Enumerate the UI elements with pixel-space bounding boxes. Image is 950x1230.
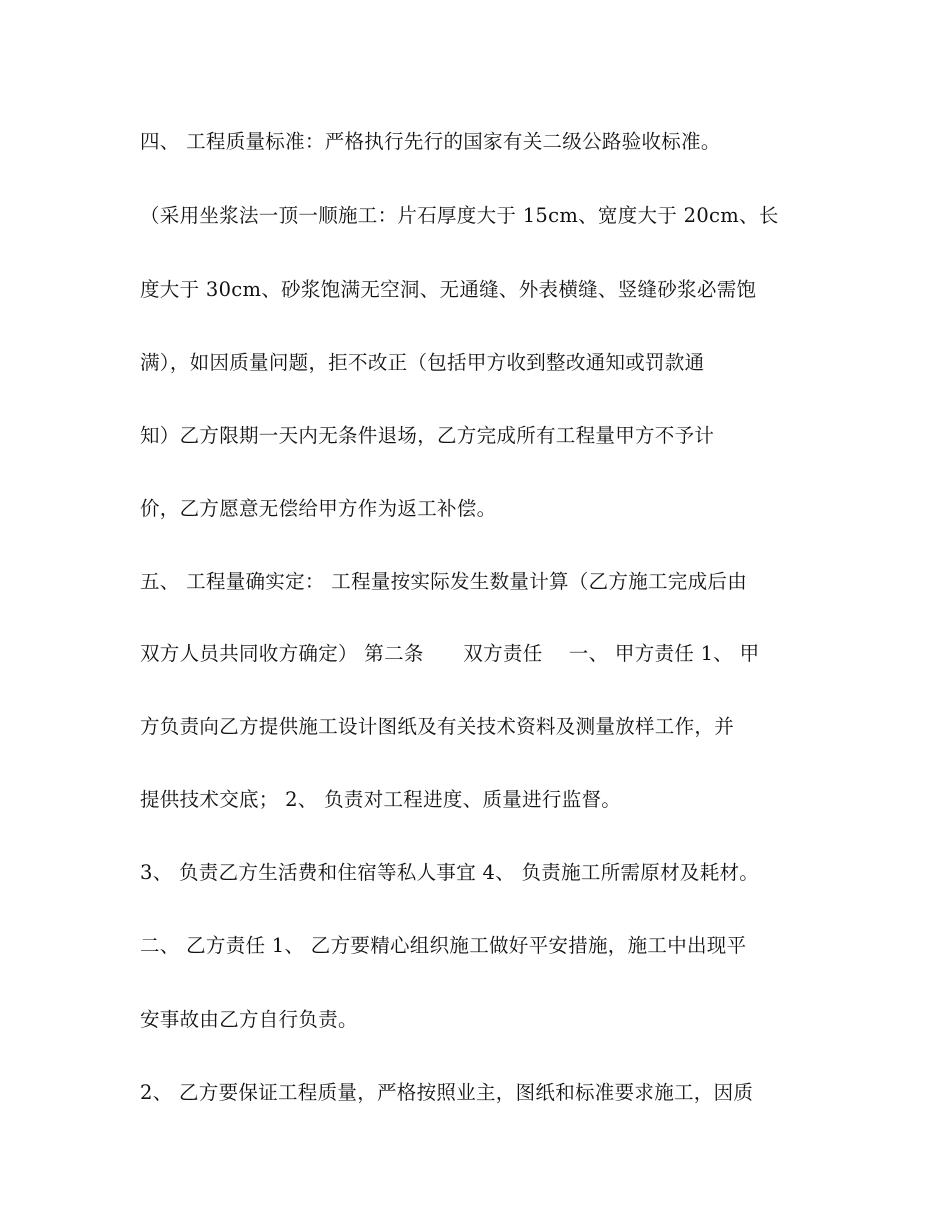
text-line: 五、 工程量确实定： 工程量按实际发生数量计算（乙方施工完成后由 [140, 570, 747, 593]
text-line: 双方人员共同收方确定） 第二条 双方责任 一、 甲方责任 1、 甲 [140, 642, 760, 665]
text-line: 满），如因质量问题，拒不改正（包括甲方收到整改通知或罚款通 [140, 351, 705, 374]
text-line: 方负责向乙方提供施工设计图纸及有关技术资料及测量放样工作，并 [140, 715, 735, 738]
text-line: 价，乙方愿意无偿给甲方作为返工补偿。 [140, 497, 497, 520]
text-line: 提供技术交底； 2、 负责对工程进度、质量进行监督。 [140, 788, 622, 811]
text-line: （采用坐浆法一顶一顺施工：片石厚度大于 15cm、宽度大于 20cm、长 [140, 204, 779, 227]
text-line: 2、 乙方要保证工程质量，严格按照业主，图纸和标准要求施工，因质 [140, 1081, 754, 1104]
text-line: 四、 工程质量标准：严格执行先行的国家有关二级公路验收标准。 [140, 130, 721, 153]
text-line: 度大于 30cm、砂浆饱满无空洞、无通缝、外表横缝、竖缝砂浆必需饱 [140, 278, 757, 301]
text-line: 知）乙方限期一天内无条件退场，乙方完成所有工程量甲方不予计 [140, 424, 715, 447]
text-line: 3、 负责乙方生活费和住宿等私人事宜 4、 负责施工所需原材及耗材。 [140, 861, 760, 884]
text-line: 二、 乙方责任 1、 乙方要精心组织施工做好平安措施，施工中出现平 [140, 934, 747, 957]
text-line: 安事故由乙方自行负责。 [140, 1008, 358, 1031]
